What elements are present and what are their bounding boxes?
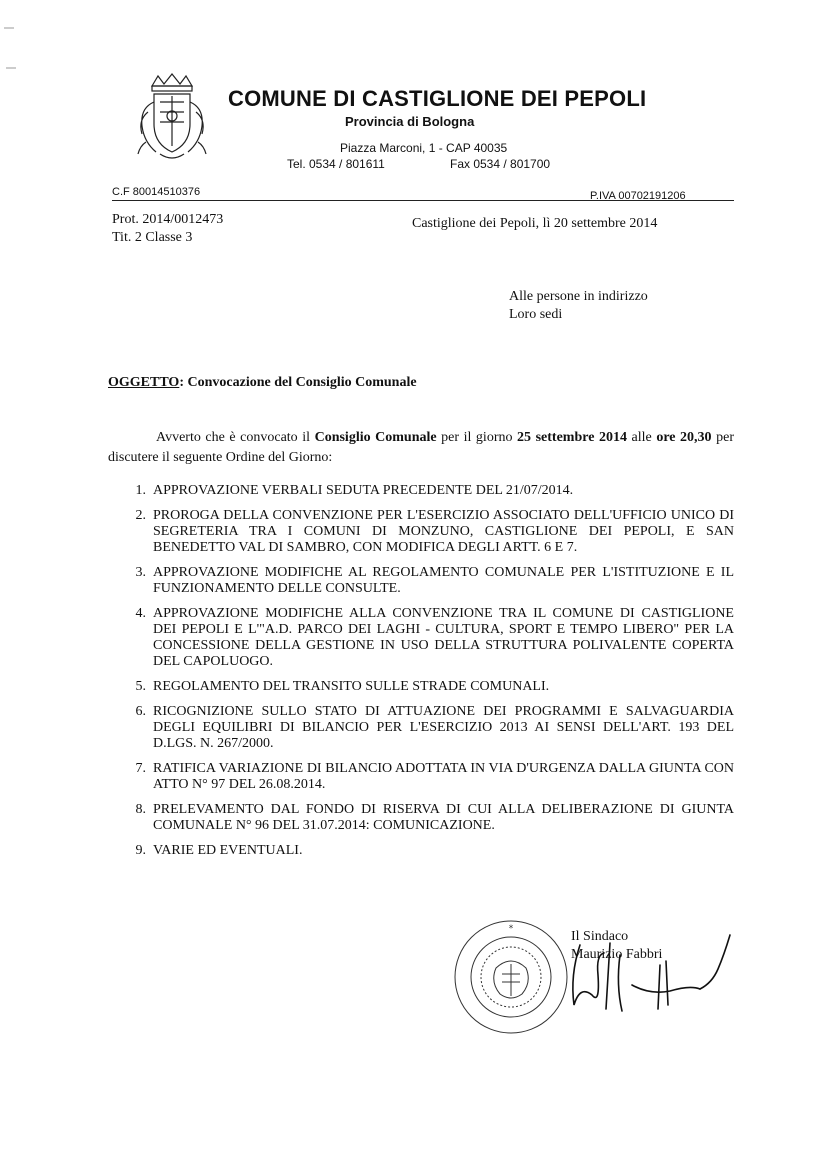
agenda-item-text: APPROVAZIONE VERBALI SEDUTA PRECEDENTE DEL 21/07/2014. <box>153 483 574 498</box>
agenda-list <box>120 483 734 868</box>
agenda-item <box>120 483 734 499</box>
place-date: Castiglione dei Pepoli, lì 20 settembre 2014 <box>412 216 658 231</box>
intro-text-1: Avverto che è convocato il <box>156 430 315 445</box>
agenda-item-text: RICOGNIZIONE SULLO STATO DI ATTUAZIONE DEI PROGRAMMI E SALVAGUARDIA DEGLI EQUILIBRI DI BILANCIO PER L'ESERCIZIO 2013 AI SENSI DELL'ART. 193 DEL D.LGS. N. 267/2000. <box>153 704 734 751</box>
municipality-title: COMUNE DI CASTIGLIONE DEI PEPOLI <box>228 86 647 111</box>
agenda-item <box>120 843 734 859</box>
intro-bold-2: 25 settembre 2014 <box>517 430 627 445</box>
protocol-classification: Tit. 2 Classe 3 <box>112 230 193 245</box>
agenda-item-text: PROROGA DELLA CONVENZIONE PER L'ESERCIZIO ASSOCIATO DELL'UFFICIO UNICO DI SEGRETERIA TRA I COMUNI DI MONZUNO, CASTIGLIONE DEI PEPOLI, E SAN BENEDETTO VAL DI SAMBRO, CON MODIFICA DEGLI ARTT. 6 E 7. <box>153 508 734 555</box>
intro-text-3: alle <box>626 430 657 445</box>
agenda-item-number: 7. <box>135 761 146 776</box>
province-name: Provincia di Bologna <box>345 114 475 129</box>
subject-line <box>108 375 417 391</box>
agenda-item <box>120 508 734 556</box>
agenda-item <box>120 761 734 793</box>
protocol-number: Prot. 2014/0012473 <box>112 212 224 227</box>
signatory-role: Il Sindaco <box>571 929 629 944</box>
agenda-item <box>120 802 734 834</box>
vat-number: P.IVA 00702191206 <box>590 190 686 202</box>
agenda-item-text: RATIFICA VARIAZIONE DI BILANCIO ADOTTATA IN VIA D'URGENZA DALLA GIUNTA CON ATTO N° 97 DEL 26.08.2014. <box>153 761 734 792</box>
recipient-block <box>509 288 648 324</box>
intro-paragraph <box>108 428 734 468</box>
agenda-item <box>120 606 734 670</box>
protocol-block <box>112 211 223 247</box>
margin-marks <box>0 0 30 80</box>
telephone: Tel. 0534 / 801611 <box>287 157 385 171</box>
agenda-item-text: REGOLAMENTO DEL TRANSITO SULLE STRADE COMUNALI. <box>153 679 550 694</box>
subject-text: : Convocazione del Consiglio Comunale <box>179 375 417 390</box>
agenda-item-number: 5. <box>135 679 146 694</box>
agenda-item <box>120 679 734 695</box>
agenda-item-number: 1. <box>135 483 146 498</box>
recipient-line-2: Loro sedi <box>509 307 563 322</box>
signatory-name: Maurizio Fabbri <box>571 947 663 962</box>
agenda-item-number: 9. <box>135 843 146 858</box>
agenda-item-number: 8. <box>135 802 146 817</box>
agenda-item-text: VARIE ED EVENTUALI. <box>153 843 303 858</box>
agenda-item-number: 2. <box>135 508 146 523</box>
svg-text:*: * <box>508 924 514 934</box>
intro-text-2: per il giorno <box>436 430 518 445</box>
recipient-line-1: Alle persone in indirizzo <box>509 289 648 304</box>
fiscal-code: C.F 80014510376 <box>112 186 201 198</box>
intro-bold-3: ore 20,30 <box>656 430 712 445</box>
header-divider <box>112 200 734 201</box>
agenda-item-number: 4. <box>135 606 146 621</box>
municipal-crest-icon <box>134 72 210 164</box>
intro-bold-1: Consiglio Comunale <box>314 430 437 445</box>
agenda-item-number: 3. <box>135 565 146 580</box>
address: Piazza Marconi, 1 - CAP 40035 <box>340 141 508 155</box>
agenda-item <box>120 565 734 597</box>
agenda-item-text: APPROVAZIONE MODIFICHE ALLA CONVENZIONE TRA IL COMUNE DI CASTIGLIONE DEI PEPOLI E L'"A.D. PARCO DEI LAGHI - CULTURA, SPORT E TEMPO LIBERO" PER LA CONCESSIONE DELLA GESTIONE IN USO DELLA STRUTTURA POLIVALENTE COPERTA DEL CAPOLUOGO. <box>153 606 734 669</box>
subject-label: OGGETTO <box>108 375 180 390</box>
agenda-item-text: APPROVAZIONE MODIFICHE AL REGOLAMENTO COMUNALE PER L'ISTITUZIONE E IL FUNZIONAMENTO DELLE CONSULTE. <box>153 565 734 596</box>
handwritten-signature <box>540 925 740 1025</box>
intro-text-4: per discutere il seguente Ordine del Giorno: <box>108 430 734 465</box>
fax: Fax 0534 / 801700 <box>450 157 551 171</box>
agenda-item-text: PRELEVAMENTO DAL FONDO DI RISERVA DI CUI ALLA DELIBERAZIONE DI GIUNTA COMUNALE N° 96 DEL 31.07.2014: COMUNICAZIONE. <box>153 802 734 833</box>
agenda-item <box>120 704 734 752</box>
agenda-item-number: 6. <box>135 704 146 719</box>
